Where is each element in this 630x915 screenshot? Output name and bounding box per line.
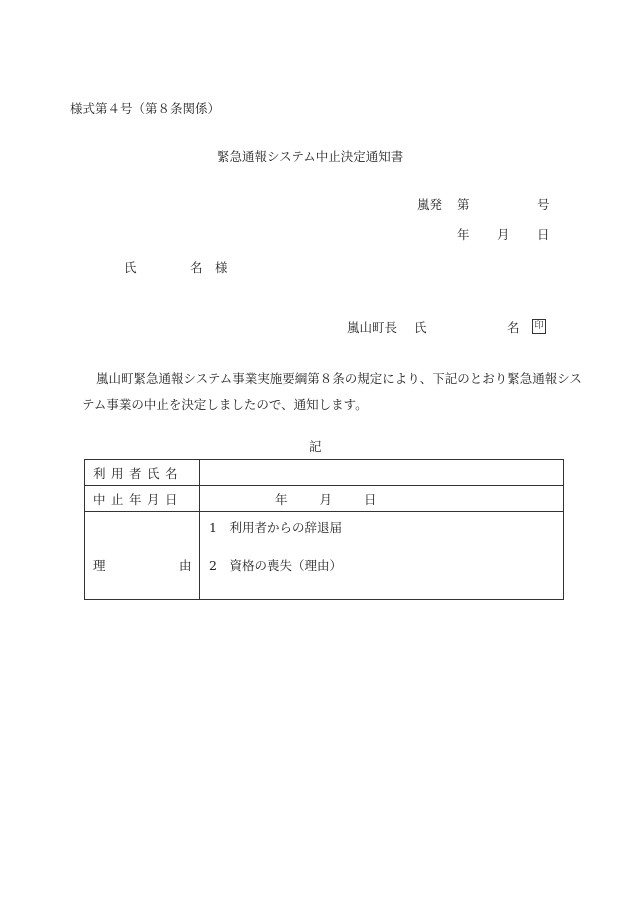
table-row: [85, 486, 564, 512]
user-name-label: 利用者氏名: [93, 465, 184, 481]
doc-number-go: 号: [537, 197, 550, 212]
stop-date-label: 中止年月日: [93, 491, 184, 507]
stop-date-value: [200, 486, 564, 512]
sender-name-label: 名: [507, 320, 520, 335]
reason-item-disqualification: 2 資格の喪失（理由）: [209, 558, 342, 573]
user-name-value: [200, 460, 564, 486]
table-row: [85, 512, 564, 600]
reason-value-cell: [200, 512, 564, 600]
stop-date-label-cell: [85, 486, 200, 512]
sender-surname-label: 氏: [414, 320, 427, 335]
form-number: 様式第４号（第８条関係）: [70, 101, 221, 116]
doc-number-dai: 第: [457, 197, 470, 212]
user-name-label-cell: [85, 460, 200, 486]
addressee-honorific: 様: [215, 260, 228, 275]
details-table: [84, 459, 564, 600]
addressee-surname-label: 氏: [124, 260, 137, 275]
table-row: [85, 460, 564, 486]
reason-label-right: 由: [179, 558, 192, 573]
reason-label-left: 理: [93, 558, 106, 573]
issue-date-day: 日: [537, 227, 550, 242]
stop-date-day: 日: [364, 491, 377, 507]
reason-item-withdrawal: 1 利用者からの辞退届: [209, 520, 342, 535]
stop-date-month: 月: [319, 491, 333, 507]
seal-stamp: 印: [532, 319, 546, 334]
issue-date-month: 月: [497, 227, 510, 242]
stop-date-year: 年: [275, 491, 288, 507]
issue-date-year: 年: [457, 227, 470, 242]
addressee-name-label: 名: [190, 260, 203, 275]
doc-number-prefix: 嵐発: [417, 197, 443, 212]
sender-title: 嵐山町長: [347, 320, 398, 335]
document-title: 緊急通報システム中止決定通知書: [217, 149, 404, 164]
body-paragraph: 嵐山町緊急通報システム事業実施要綱第８条の規定により、下記のとおり緊急通報システム事業の中止を決定しましたので、通知します。: [82, 371, 582, 412]
reason-label-cell: [85, 512, 200, 600]
ki-heading: 記: [309, 439, 322, 454]
